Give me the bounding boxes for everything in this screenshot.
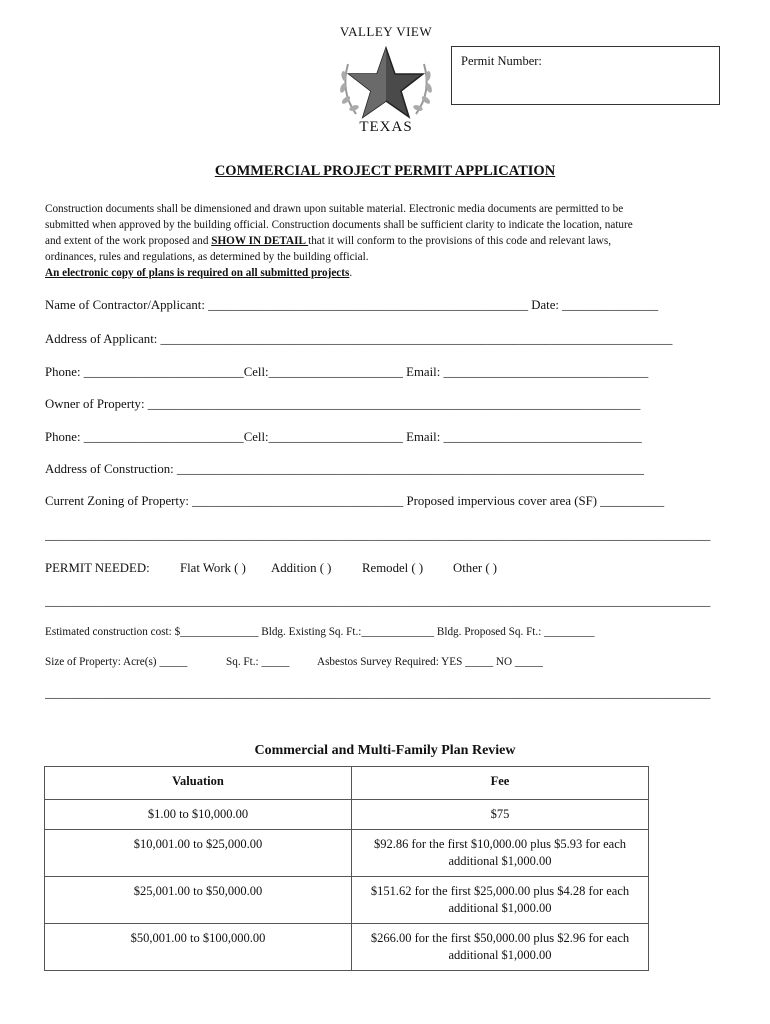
plan-review-title: Commercial and Multi-Family Plan Review	[254, 743, 516, 758]
fee-cell: $92.86 for the first $10,000.00 plus $5.93 for each additional $1,000.00	[352, 830, 649, 877]
intro-line: ordinances, rules and regulations, as determined by the building official.	[45, 251, 369, 263]
applicant-phone-field[interactable]: Phone: _________________________Cell:_____________________ Email: ________________________________	[45, 365, 649, 379]
valuation-cell: $50,001.00 to $100,000.00	[45, 924, 352, 971]
page-title: COMMERCIAL PROJECT PERMIT APPLICATION	[214, 163, 556, 179]
addition-checkbox[interactable]: Addition ( )	[271, 561, 332, 575]
permit-number-box[interactable]	[451, 46, 720, 105]
flat-work-checkbox[interactable]: Flat Work ( )	[180, 561, 246, 575]
acres-field[interactable]: Size of Property: Acre(s) _____	[45, 656, 188, 668]
asbestos-survey-field[interactable]: Asbestos Survey Required: YES _____ NO _____	[317, 656, 543, 668]
show-in-detail-emphasis: SHOW IN DETAIL	[211, 235, 309, 247]
fee-cell: $266.00 for the first $50,000.00 plus $2.96 for each additional $1,000.00	[352, 924, 649, 971]
star-wreath-icon	[334, 42, 438, 122]
intro-paragraph	[45, 201, 735, 281]
table-row	[45, 924, 649, 971]
intro-line: and extent of the work proposed and SHOW IN DETAIL that it will conform to the provisions of this code and relevant laws,	[45, 235, 612, 247]
logo-bottom-text: TEXAS	[359, 119, 413, 135]
intro-line: submitted when approved by the building official. Construction documents shall be sufficient clarity to indicate the location, nature	[45, 219, 633, 231]
property-owner-field[interactable]: Owner of Property: _____________________________________________________________________________	[45, 397, 641, 411]
zoning-field[interactable]: Current Zoning of Property: _________________________________ Proposed impervious cover area (SF) __________	[45, 494, 665, 508]
separator-line: ________________________________________________________________________________________________________	[45, 528, 711, 542]
owner-phone-field[interactable]: Phone: _________________________Cell:_____________________ Email: _______________________________	[45, 430, 642, 444]
other-checkbox[interactable]: Other ( )	[453, 561, 498, 575]
electronic-copy-notice: An electronic copy of plans is required on all submitted projects	[45, 267, 350, 279]
permit-number-label: Permit Number:	[461, 54, 542, 68]
table-row	[45, 830, 649, 877]
applicant-address-field[interactable]: Address of Applicant: ________________________________________________________________________________	[45, 332, 673, 346]
valuation-cell: $10,001.00 to $25,000.00	[45, 830, 352, 877]
intro-line: An electronic copy of plans is required on all submitted projects.	[45, 267, 353, 279]
construction-cost-field[interactable]: Estimated construction cost: $______________ Bldg. Existing Sq. Ft.:_____________ Bldg. Proposed Sq. Ft.: _________	[45, 626, 595, 638]
logo-top-text: VALLEY VIEW	[339, 24, 433, 39]
valuation-cell: $1.00 to $10,000.00	[45, 800, 352, 830]
valuation-header: Valuation	[45, 767, 352, 800]
table-row	[45, 877, 649, 924]
construction-address-field[interactable]: Address of Construction: _________________________________________________________________________	[45, 462, 644, 476]
intro-line: Construction documents shall be dimensioned and drawn upon suitable material. Electronic media documents are permitted to be	[45, 203, 624, 215]
fee-table	[44, 766, 649, 971]
table-row	[45, 800, 649, 830]
sq-ft-field[interactable]: Sq. Ft.: _____	[226, 656, 290, 668]
fee-cell: $151.62 for the first $25,000.00 plus $4.28 for each additional $1,000.00	[352, 877, 649, 924]
contractor-name-field[interactable]: Name of Contractor/Applicant: __________________________________________________ Date: _______________	[45, 298, 659, 312]
fee-header: Fee	[352, 767, 649, 800]
fee-cell: $75	[352, 800, 649, 830]
separator-line: ________________________________________________________________________________________________________	[45, 686, 711, 700]
separator-line: ________________________________________________________________________________________________________	[45, 594, 711, 608]
property-size-row	[45, 656, 725, 672]
table-header-row	[45, 767, 649, 800]
permit-needed-row	[45, 561, 725, 579]
valley-view-logo	[326, 22, 446, 140]
valuation-cell: $25,001.00 to $50,000.00	[45, 877, 352, 924]
permit-needed-label: PERMIT NEEDED:	[45, 561, 150, 575]
remodel-checkbox[interactable]: Remodel ( )	[362, 561, 424, 575]
